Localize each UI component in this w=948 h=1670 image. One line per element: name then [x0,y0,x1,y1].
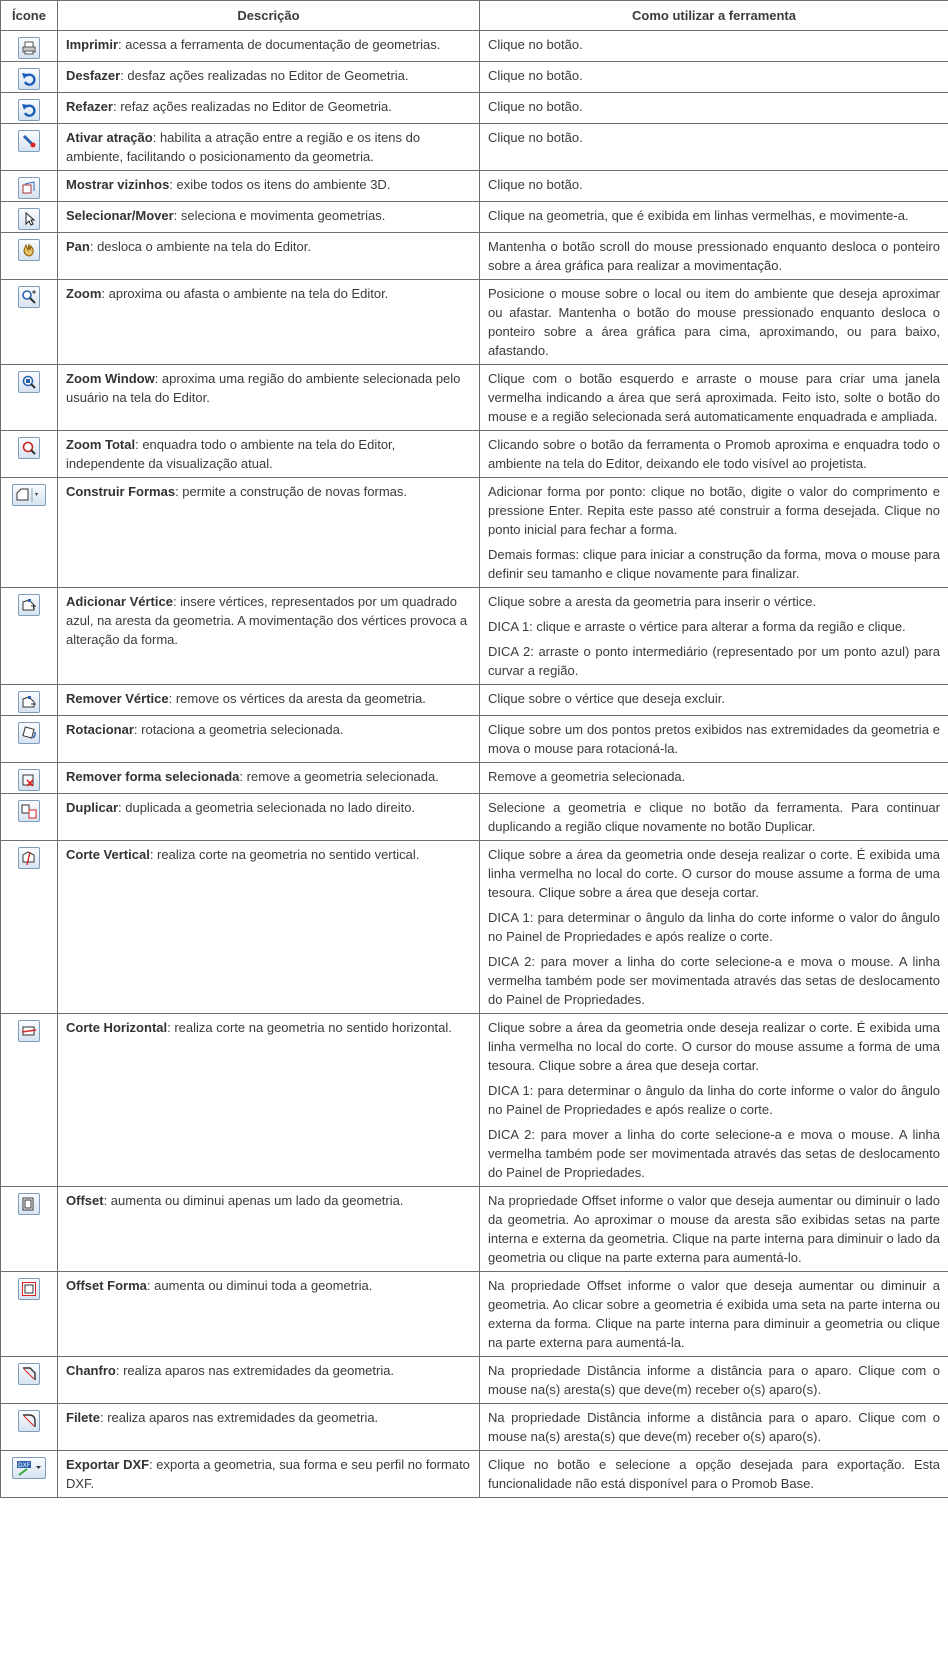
tool-name: Zoom [66,286,102,301]
table-row [1,1187,948,1272]
table-row [1,478,948,588]
description-cell [58,1357,480,1404]
tool-description: : realiza aparos nas extremidades da geometria. [99,1410,379,1425]
icon-cell [1,93,58,124]
icon-cell [1,233,58,280]
tool-name: Zoom Window [66,371,155,386]
table-row [1,1357,948,1404]
icon-cell [1,124,58,171]
tool-name: Corte Vertical [66,847,150,862]
horizontal-cut-icon [18,1020,40,1042]
table-row [1,62,948,93]
how-to-use-text: Remove a geometria selecionada. [488,769,686,784]
how-to-use-cell [480,431,948,478]
icon-cell [1,1014,58,1187]
tool-description: : exporta a geometria, sua forma e seu perfil no formato DXF. [66,1457,470,1491]
tool-name: Construir Formas [66,484,176,499]
table-row [1,588,948,685]
tool-description: : enquadra todo o ambiente na tela do Editor, independente da visualização atual. [66,437,396,471]
description-cell [58,62,480,93]
icon-cell [1,1404,58,1451]
description-cell [58,365,480,431]
tool-description: : seleciona e movimenta geometrias. [173,208,386,223]
description-cell [58,1187,480,1272]
vertical-cut-icon [18,847,40,869]
remove-vertex-icon [18,691,40,713]
tool-description: : permite a construção de novas formas. [175,484,408,499]
how-to-use-cell [480,31,948,62]
how-to-use-text: Clique no botão. [488,99,583,114]
tool-name: Rotacionar [66,722,134,737]
tool-name: Selecionar/Mover [66,208,174,223]
icon-cell [1,365,58,431]
header-how-to-use: Como utilizar a ferramenta [480,1,948,31]
description-cell [58,685,480,716]
tool-name: Zoom Total [66,437,136,452]
tool-description: : rotaciona a geometria selecionada. [133,722,344,737]
table-row [1,171,948,202]
tool-name: Exportar DXF [66,1457,150,1472]
fillet-icon [18,1410,40,1432]
how-to-use-cell [480,365,948,431]
tool-description: : aproxima uma região do ambiente selecionada pelo usuário na tela do Editor. [66,371,461,405]
how-to-use-cell [480,62,948,93]
icon-cell [1,478,58,588]
how-to-use-cell [480,280,948,365]
description-cell [58,280,480,365]
zoom-total-icon [18,437,40,459]
icon-cell [1,763,58,794]
export-dxf-icon [12,1457,46,1479]
table-row [1,794,948,841]
tool-description: : desloca o ambiente na tela do Editor. [89,239,311,254]
description-cell [58,1404,480,1451]
redo-icon [18,99,40,121]
how-to-use-cell [480,478,948,588]
icon-cell [1,431,58,478]
how-to-use-cell [480,841,948,1014]
how-to-use-text: Clicando sobre o botão da ferramenta o Promob aproxima e enquadra todo o ambiente na tela do Editor, deixando ele todo visível ao projetista. [488,437,940,471]
icon-cell [1,1187,58,1272]
tool-name: Desfazer [66,68,121,83]
tool-description: : realiza corte na geometria no sentido horizontal. [167,1020,452,1035]
how-to-use-cell [480,716,948,763]
how-to-use-text: Posicione o mouse sobre o local ou item do ambiente que deseja aproximar ou afastar. Mantenha o botão do mouse pressionado enquanto desloca o ponteiro sobre a área gráfica para cima, aproximando, ou para baixo, afastando. [488,286,940,358]
icon-cell [1,1451,58,1498]
tool-description: : realiza corte na geometria no sentido vertical. [149,847,420,862]
table-row [1,1272,948,1357]
tool-name: Corte Horizontal [66,1020,168,1035]
how-to-use-cell [480,1187,948,1272]
icon-cell [1,62,58,93]
tool-name: Offset [66,1193,104,1208]
printer-icon [18,37,40,59]
how-to-use-text: DICA 2: para mover a linha do corte selecione-a e mova o mouse. A linha vermelha também pode ser movimentada através das setas de deslocamento do Painel de Propriedades. [488,954,940,1007]
how-to-use-text: Clique com o botão esquerdo e arraste o mouse para criar uma janela vermelha indicando a área que será aproximada. Feito isto, solte o botão do mouse e a região selecionada será automaticamente enquadrada e ampliada. [488,371,940,424]
icon-cell [1,280,58,365]
icon-cell [1,202,58,233]
how-to-use-cell [480,763,948,794]
how-to-use-cell [480,1451,948,1498]
tool-description: : habilita a atração entre a região e os itens do ambiente, facilitando o posicionamento da geometria. [66,130,421,164]
tool-name: Remover Vértice [66,691,169,706]
description-cell [58,124,480,171]
select-move-icon [18,208,40,230]
tool-description: : desfaz ações realizadas no Editor de Geometria. [120,68,409,83]
description-cell [58,478,480,588]
offset-icon [18,1193,40,1215]
icon-cell [1,1357,58,1404]
table-row [1,93,948,124]
description-cell [58,841,480,1014]
table-row [1,685,948,716]
zoom-window-icon [18,371,40,393]
table-row [1,841,948,1014]
tool-description: : acessa a ferramenta de documentação de geometrias. [118,37,441,52]
how-to-use-cell [480,1357,948,1404]
table-row [1,31,948,62]
description-cell [58,588,480,685]
description-cell [58,763,480,794]
table-header-row [1,1,948,31]
icon-cell [1,685,58,716]
how-to-use-text: Na propriedade Distância informe a distância para o aparo. Clique com o mouse na(s) aresta(s) que deve(m) receber o(s) aparo(s). [488,1410,940,1444]
tool-description: : realiza aparos nas extremidades da geometria. [115,1363,395,1378]
build-shapes-icon [12,484,46,506]
add-vertex-icon [18,594,40,616]
tool-name: Offset Forma [66,1278,147,1293]
tool-description: : duplicada a geometria selecionada no lado direito. [118,800,416,815]
tool-description: : aumenta ou diminui apenas um lado da geometria. [103,1193,404,1208]
tool-name: Mostrar vizinhos [66,177,170,192]
how-to-use-text: Clique no botão. [488,37,583,52]
how-to-use-text: Clique sobre um dos pontos pretos exibidos nas extremidades da geometria e mova o mouse para rotacioná-la. [488,722,940,756]
chamfer-icon [18,1363,40,1385]
how-to-use-text: DICA 2: para mover a linha do corte selecione-a e mova o mouse. A linha vermelha também pode ser movimentada através das setas de deslocamento do Painel de Propriedades. [488,1127,940,1180]
how-to-use-text: Na propriedade Offset informe o valor que deseja aumentar ou diminuir a geometria. Ao clicar sobre a geometria é exibida uma seta na parte interna ou externa da forma. Clique na parte interna para diminuir a geometria ou clique na parte externa para aumentá-la. [488,1278,940,1350]
how-to-use-text: DICA 1: para determinar o ângulo da linha do corte informe o valor do ângulo no Painel de Propriedades e após realize o corte. [488,1083,940,1117]
how-to-use-cell [480,794,948,841]
tool-name: Filete [66,1410,100,1425]
tool-description: : remove a geometria selecionada. [239,769,439,784]
table-row [1,431,948,478]
icon-cell [1,1272,58,1357]
description-cell [58,1272,480,1357]
how-to-use-cell [480,1014,948,1187]
description-cell [58,794,480,841]
how-to-use-text: Clique no botão. [488,68,583,83]
description-cell [58,31,480,62]
tool-description: : aproxima ou afasta o ambiente na tela do Editor. [101,286,389,301]
icon-cell [1,841,58,1014]
icon-cell [1,588,58,685]
how-to-use-cell [480,588,948,685]
table-row [1,124,948,171]
header-description: Descrição [58,1,480,31]
tool-name: Remover forma selecionada [66,769,240,784]
tool-description: : insere vértices, representados por um quadrado azul, na aresta da geometria. A movimentação dos vértices provoca a alteração da forma. [66,594,468,647]
how-to-use-text: Clique sobre o vértice que deseja excluir. [488,691,726,706]
tool-name: Duplicar [66,800,119,815]
how-to-use-text: Selecione a geometria e clique no botão da ferramenta. Para continuar duplicando a região clique novamente no botão Duplicar. [488,800,940,834]
table-row [1,365,948,431]
table-row [1,280,948,365]
description-cell [58,202,480,233]
table-row [1,763,948,794]
how-to-use-cell [480,124,948,171]
tool-description: : aumenta ou diminui toda a geometria. [146,1278,373,1293]
how-to-use-text: DICA 2: arraste o ponto intermediário (representado por um ponto azul) para curvar a região. [488,644,940,678]
tool-name: Pan [66,239,90,254]
how-to-use-text: Clique sobre a área da geometria onde deseja realizar o corte. É exibida uma linha vermelha no local do corte. O cursor do mouse assume a forma de uma tesoura. Clique sobre a área que deseja cortar. [488,1020,940,1073]
tool-description: : remove os vértices da aresta da geometria. [168,691,426,706]
pan-icon [18,239,40,261]
table-row [1,716,948,763]
header-icon: Ícone [1,1,58,31]
undo-icon [18,68,40,90]
how-to-use-text: Na propriedade Distância informe a distância para o aparo. Clique com o mouse na(s) aresta(s) que deve(m) receber o(s) aparo(s). [488,1363,940,1397]
description-cell [58,431,480,478]
how-to-use-text: Na propriedade Offset informe o valor que deseja aumentar ou diminuir o lado da geometria. Ao aproximar o mouse da aresta são exibidas setas na parte interna e externa da geometria. Clique na parte interna para diminuir o lado da geometria ou clique na parte externa para aumentá-lo. [488,1193,940,1265]
table-row [1,1014,948,1187]
icon-cell [1,31,58,62]
description-cell [58,1451,480,1498]
snap-icon [18,130,40,152]
how-to-use-cell [480,233,948,280]
how-to-use-text: Mantenha o botão scroll do mouse pressionado enquanto desloca o ponteiro sobre a área gráfica para realizar a movimentação. [488,239,940,273]
tool-name: Imprimir [66,37,119,52]
description-cell [58,1014,480,1187]
table-row [1,1451,948,1498]
tool-name: Chanfro [66,1363,116,1378]
duplicate-icon [18,800,40,822]
table-row [1,233,948,280]
how-to-use-cell [480,93,948,124]
how-to-use-text: Clique na geometria, que é exibida em linhas vermelhas, e movimente-a. [488,208,909,223]
table-row [1,1404,948,1451]
description-cell [58,171,480,202]
tool-name: Adicionar Vértice [66,594,173,609]
how-to-use-cell [480,1404,948,1451]
description-cell [58,233,480,280]
tool-description: : exibe todos os itens do ambiente 3D. [169,177,391,192]
zoom-icon [18,286,40,308]
how-to-use-text: Adicionar forma por ponto: clique no botão, digite o valor do comprimento e pressione Enter. Repita este passo até construir a forma desejada. Clique no ponto inicial para fechar a forma. [488,484,940,537]
how-to-use-cell [480,202,948,233]
how-to-use-text: DICA 1: clique e arraste o vértice para alterar a forma da região e clique. [488,619,906,634]
offset-shape-icon [18,1278,40,1300]
tool-name: Ativar atração [66,130,153,145]
remove-shape-icon [18,769,40,791]
svg-text:DXF: DXF [18,1462,31,1469]
tool-name: Refazer [66,99,113,114]
table-row [1,202,948,233]
icon-cell [1,716,58,763]
how-to-use-text: Clique no botão. [488,177,583,192]
rotate-icon [18,722,40,744]
how-to-use-text: Clique no botão e selecione a opção desejada para exportação. Esta funcionalidade não está disponível para o Promob Base. [488,1457,940,1491]
description-cell [58,93,480,124]
show-neighbors-icon [18,177,40,199]
how-to-use-text: DICA 1: para determinar o ângulo da linha do corte informe o valor do ângulo no Painel de Propriedades e após realize o corte. [488,910,940,944]
how-to-use-text: Clique sobre a aresta da geometria para inserir o vértice. [488,594,817,609]
how-to-use-text: Clique no botão. [488,130,583,145]
how-to-use-cell [480,1272,948,1357]
how-to-use-cell [480,685,948,716]
how-to-use-text: Clique sobre a área da geometria onde deseja realizar o corte. É exibida uma linha vermelha no local do corte. O cursor do mouse assume a forma de uma tesoura. Clique sobre a área que deseja cortar. [488,847,940,900]
description-cell [58,716,480,763]
icon-cell [1,794,58,841]
tool-description: : refaz ações realizadas no Editor de Geometria. [112,99,392,114]
how-to-use-cell [480,171,948,202]
icon-cell [1,171,58,202]
how-to-use-text: Demais formas: clique para iniciar a construção da forma, mova o mouse para definir seu tamanho e clique novamente para finalizar. [488,547,940,581]
